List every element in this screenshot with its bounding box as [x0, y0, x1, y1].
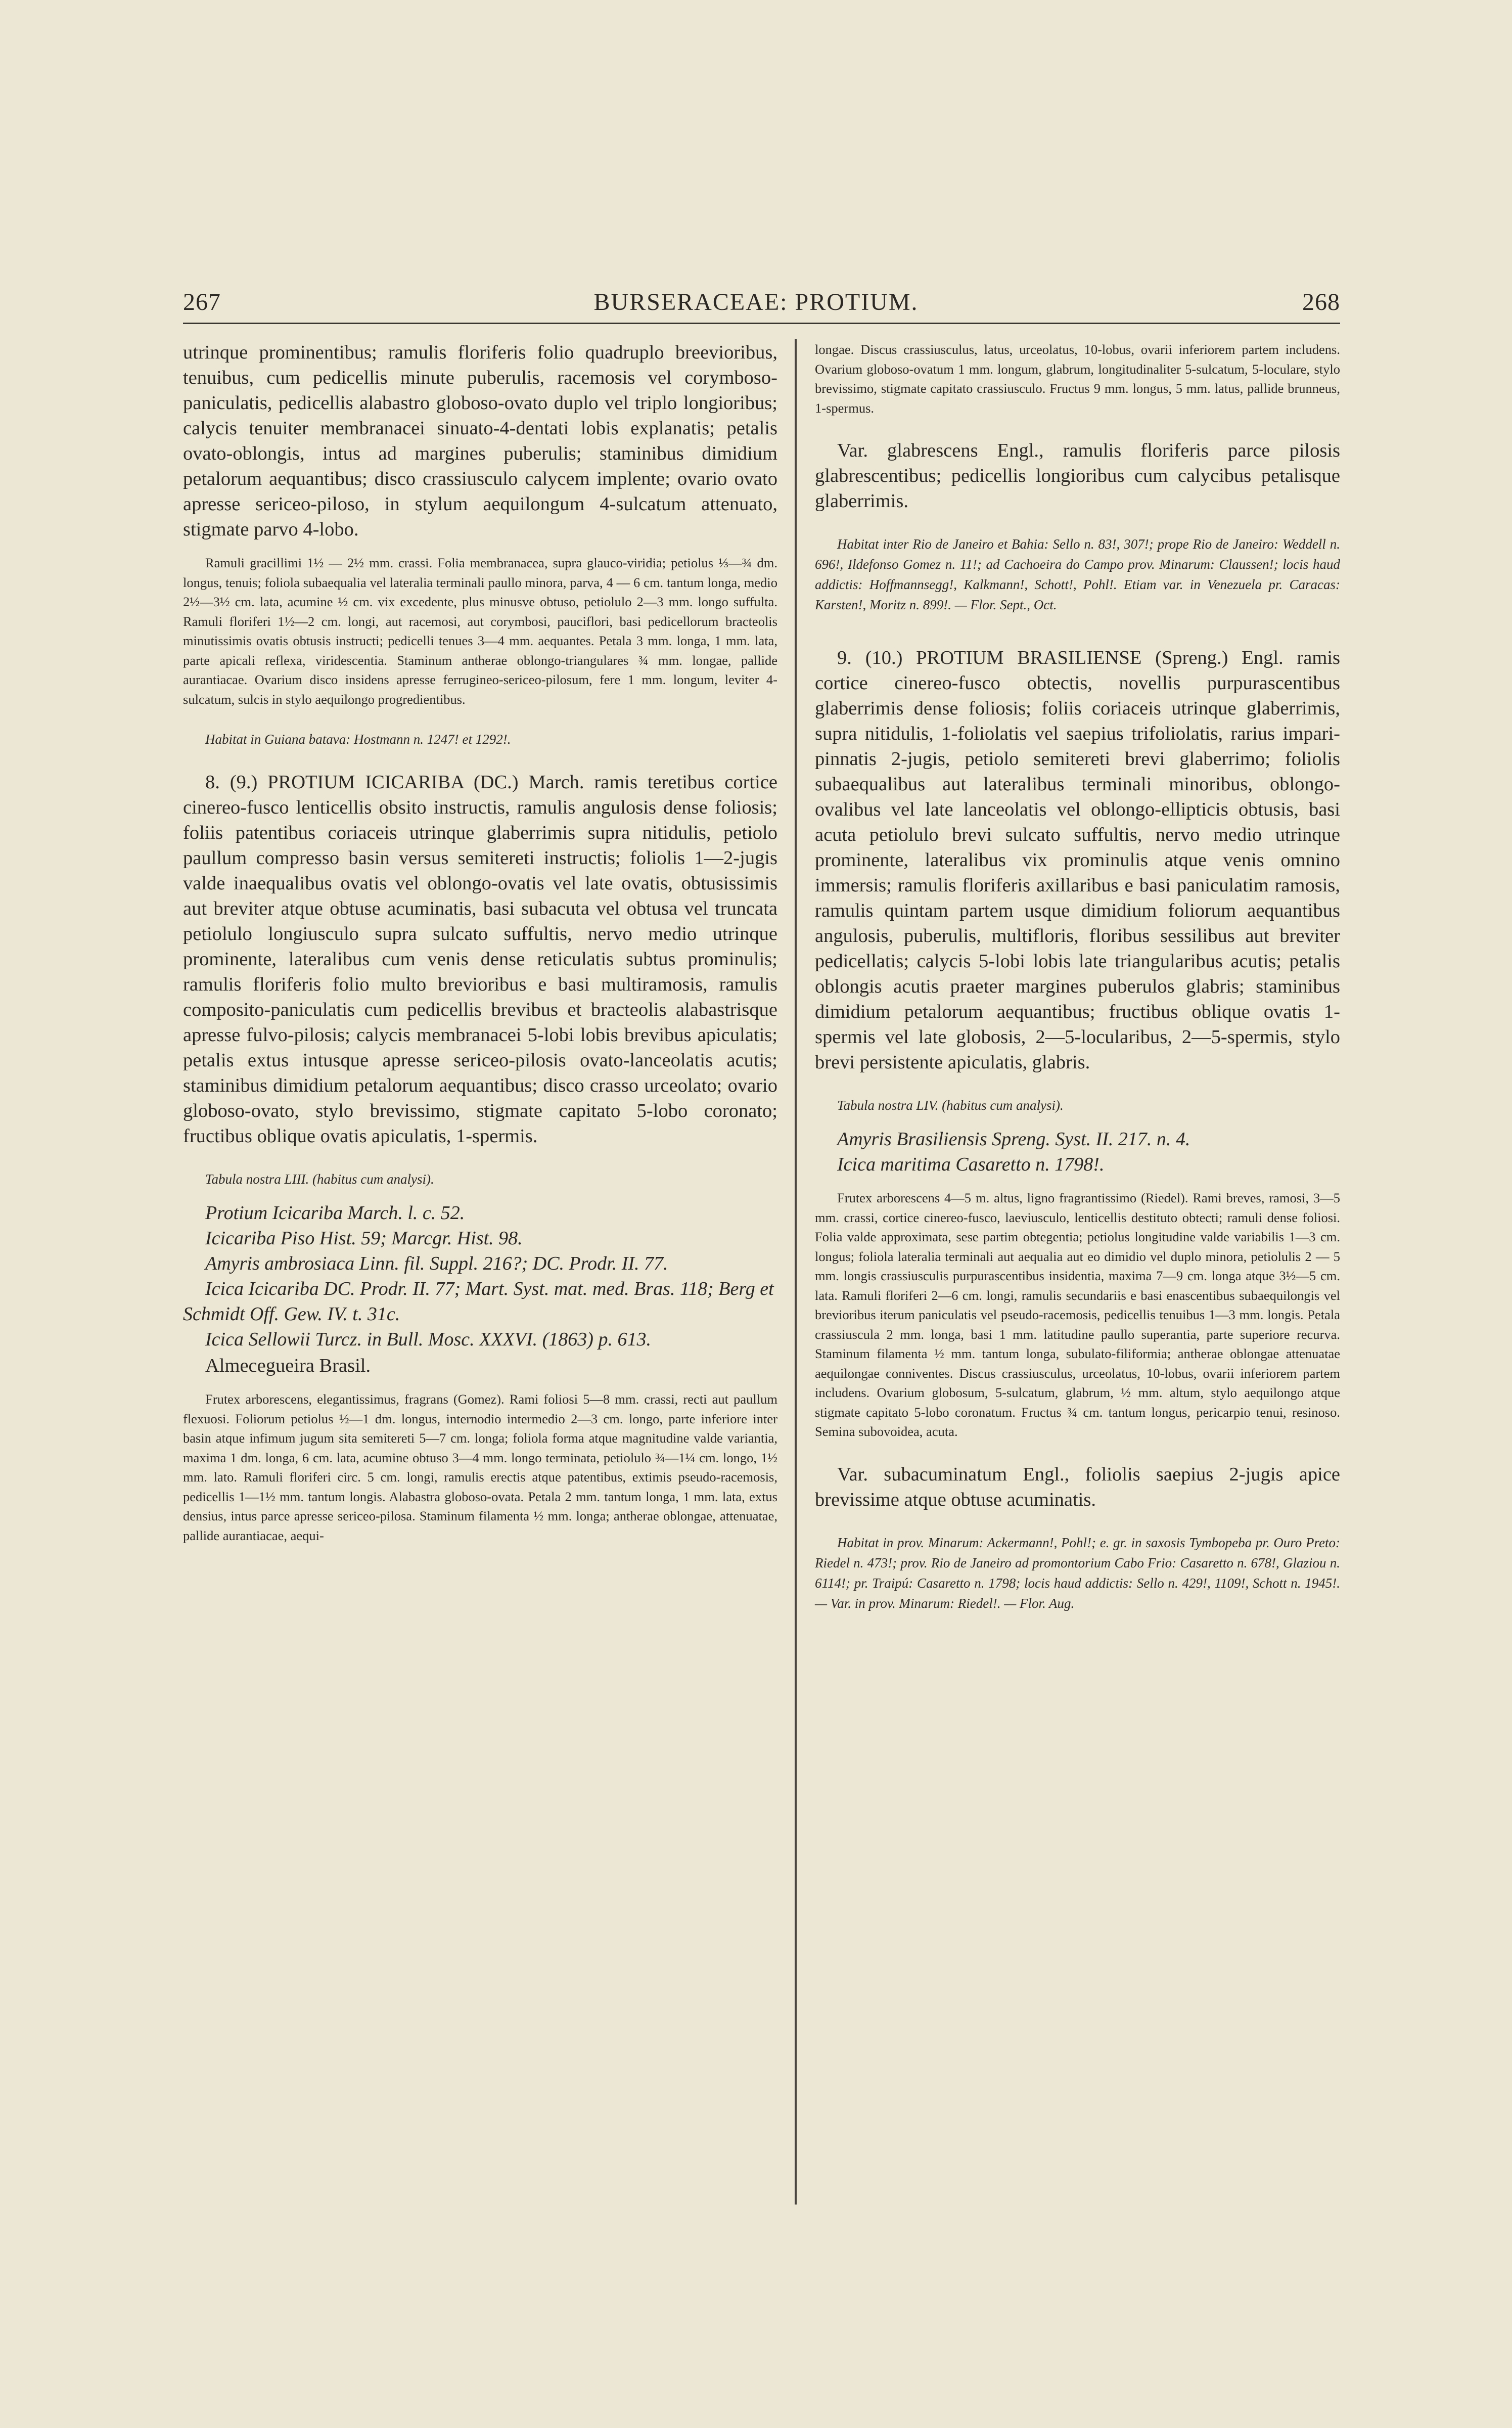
tabula-54: Tabula nostra LIV. (habitus cum analysi).	[837, 1098, 1064, 1113]
detail-description-3: Frutex arborescens 4—5 m. altus, ligno fragrantissimo (Riedel). Rami breves, ramosi, 3—5 mm. crassi, cortice cinereo-fusco, laeviusculo, lenticellis destituto obtecti; ramuli dense foliosi. Folia valde approximata, sese partim obtegentia; petiolus longitudine valde variabilis 1—3 cm. longus; foliola lateralia terminali aut aequalia aut eo dimidio vel duplo minora, petiolulis 2 — 5 mm. longis crassiusculis purpurascentibus insidentia, maxima 7—9 cm. longa atque 3½—5 cm. lata. Ramuli floriferi 2—6 cm. longi, ramulis secundariis e basi enascentibus subaequilongis vel brevioribus iterum paniculatis vel pseudo-racemosis, pedicellis tenuibus 1—3 mm. longis. Petala crassiuscula 2 mm. longa, basi 1 mm. latitudine paullo superantia, parte superiore recurva. Staminum filamenta ½ mm. tantum longa, subulato-filiformia; antherae oblongae attenuatae aequilongae conniventes. Discus crassiusculus, urceolatus, 10-lobus, ovarii inferiorem partem includens. Ovarium globosum, 5-sulcatum, glabrum, ½ mm. altum, stylo aequilongo atque stigmate capitato 5-lobo coronatum. Fructus ¾ cm. tantum longus, pericarpio tenui, resinoso. Semina subovoidea, acuta.	[815, 1190, 1340, 1439]
right-column	[815, 340, 1340, 1613]
detail-description-1: Ramuli gracillimi 1½ — 2½ mm. crassi. Folia membranacea, supra glauco-viridia; petiolus ⅓—¾ dm. longus, tenuis; foliola subaequalia vel lateralia terminali paullo minora, parva, 4 — 6 cm. tantum longa, medio 2½—3½ cm. lata, acumine ½ cm. vix excedente, plus minusve obtuso, petiolulo 2—3 mm. longo suffulta. Ramuli floriferi 1½—2 cm. longi, aut racemosi, aut corymbosi, pauciflori, basi pedicellorum bracteolis minutissimis ovatis obtusis instructi; pedicelli tenues 3—4 mm. aequantes. Petala 3 mm. longa, 1 mm. lata, parte apicali reflexa, viridescentia. Staminum antherae oblongo-triangulares ¾ mm. longae, pallide aurantiacae. Ovarium disco insidens apresse ferrugineo-sericeo-pilosum, fere 1 mm. longum, leviter 4-sulcatum, sulcis in stylo aequilongo progredientibus.	[183, 555, 777, 707]
species-9-diagnosis: 9. (10.) PROTIUM BRASILIENSE (Spreng.) Engl. ramis cortice cinereo-fusco obtectis, novellis purpurascentibus glaberrimis dense foliosis; foliis coriaceis utrinque glaberrimis, supra nitidulis, 1-foliolatis vel saepius trifoliolatis, rarius impari-pinnatis 2-jugis, petiolo semitereti brevi glaberrimo; foliolis subaequalibus aut lateralibus terminali minoribus, oblongo-ovalibus vel late lanceolatis vel oblongo-ellipticis obtusis, basi acuta petiolulo brevi sulcato suffultis, nervo medio utrinque prominente, lateralibus vix prominulis atque venis omnino immersis; ramulis floriferis axillaribus e basi paniculatim ramosis, ramulis quintam partem usque dimidium foliorum aequantibus angulosis, puberulis, multifloris, floribus sessilibus aut breviter pedicellatis; calycis 5-lobi lobis late triangularibus acutis; petalis oblongis acutis praeter margines puberulos glabris; staminibus dimidium petalorum aequantibus; fructibus oblique ovatis 1-spermis vel late globosis, 2—5-locularibus, 2—5-spermis, stylo brevi persistente apiculatis, glabris.	[815, 647, 1340, 1073]
column-divider	[795, 339, 797, 2205]
synonym-line: Amyris Brasiliensis Spreng. Syst. II. 217. n. 4.	[837, 1129, 1190, 1150]
variety-subacuminatum: Var. subacuminatum Engl., foliolis saepius 2-jugis apice brevissime atque obtuse acuminatis.	[815, 1463, 1340, 1510]
species-8-diagnosis: 8. (9.) PROTIUM ICICARIBA (DC.) March. ramis teretibus cortice cinereo-fusco lenticellis obsito instructis, ramulis angulosis dense foliosis; foliis patentibus coriaceis utrinque glaberrimis supra nitidulis, petiolo paullum compresso basin versus semitereti instructis; foliolis 1—2-jugis valde inaequalibus ovatis vel oblongo-ovatis vel late ovatis, obtusissimis aut breviter atque obtuse acuminatis, basi subacuta vel obtusa vel truncata petiolulo longiusculo supra sulcato suffultis, nervo medio utrinque prominente, lateralibus cum venis dense reticulatis subtus prominulis; ramulis floriferis folio multo brevioribus e basi multiramosis, ramulis composito-paniculatis cum pedicellis brevibus et bracteolis alabastrisque apresse fulvo-pilosis; calycis membranacei 5-lobi lobis brevibus apiculatis; petalis extus intusque apresse sericeo-pilosis ovato-lanceolatis acutis; staminibus dimidium petalorum aequantibus; disco crasso urceolato; ovario globoso-ovato, stylo brevissimo, stigmate capitato 5-lobo coronato; fructibus oblique ovatis apiculatis, 1-spermis.	[183, 772, 777, 1147]
habitat-2: Habitat inter Rio de Janeiro et Bahia: Sello n. 83!, 307!; prope Rio de Janeiro: Weddell n. 696!, Ildefonso Gomez n. 11!; ad Cachoeira do Campo prov. Minarum: Claussen!; locis haud addictis: Hoffmannsegg!, Kalkmann!, Schott!, Pohl!. Etiam var. in Venezuela pr. Caracas: Karsten!, Moritz n. 899!. — Flor. Sept., Oct.	[815, 536, 1340, 612]
detail-description-1-continued: longae. Discus crassiusculus, latus, urceolatus, 10-lobus, ovarii inferiorem partem includens. Ovarium globoso-ovatum 1 mm. longum, glabrum, longitudinaliter 5-sulcatum, 5-loculare, stylo brevissimo, stigmate capitato crassiusculo. Fructus 9 mm. longus, 5 mm. latus, pallide brunneus, 1-spermus.	[815, 342, 1340, 416]
vernacular-name: Almecegueira Brasil.	[205, 1355, 371, 1376]
synonym-line: Amyris ambrosiaca Linn. fil. Suppl. 216?; DC. Prodr. II. 77.	[205, 1253, 668, 1274]
synonym-line: Icica maritima Casaretto n. 1798!.	[837, 1154, 1105, 1175]
synonym-line: Icica Icicariba DC. Prodr. II. 77; Mart. Syst. mat. med. Bras. 118; Berg et Schmidt Off. Gew. IV. t. 31c.	[183, 1278, 774, 1325]
synonym-line: Protium Icicariba March. l. c. 52.	[205, 1202, 465, 1224]
tabula-53: Tabula nostra LIII. (habitus cum analysi).	[205, 1172, 434, 1187]
synonym-line: Icicariba Piso Hist. 59; Marcgr. Hist. 98.	[205, 1228, 523, 1249]
habitat-1: Habitat in Guiana batava: Hostmann n. 1247! et 1292!.	[205, 732, 511, 747]
detail-description-2: Frutex arborescens, elegantissimus, fragrans (Gomez). Rami foliosi 5—8 mm. crassi, recti aut paullum flexuosi. Foliorum petiolus ½—1 dm. longus, internodio intermedio 2—3 cm. longo, parte inferiore inter basin atque infimum jugum sita semitereti 5—7 cm. longa; foliola forma atque magnitudine valde variantia, maxima 1 dm. longa, 6 cm. lata, acumine obtuso 3—4 mm. longo terminata, petiolulo ¾—1¼ cm. longo, 1½ mm. lato. Ramuli floriferi circ. 5 cm. longi, ramulis erectis atque patentibus, extimis pseudo-racemosis, pedicellis 1—1½ mm. tantum longis. Alabastra globoso-ovata. Petala 2 mm. tantum longa, 1 mm. lata, extus densius, intus parce apresse sericeo-pilosa. Staminum filamenta ½ mm. longa; antherae oblongae, attenuatae, pallide aurantiacae, aequi-	[183, 1391, 777, 1543]
page-number-right: 268	[1302, 289, 1340, 316]
habitat-3: Habitat in prov. Minarum: Ackermann!, Pohl!; e. gr. in saxosis Tymbopeba pr. Ouro Preto: Riedel n. 473!; prov. Rio de Janeiro ad promontorium Cabo Frio: Casaretto n. 678!, Glaziou n. 6114!; pr. Traipú: Casaretto n. 1798; locis haud addictis: Sello n. 429!, 1109!, Schott n. 1945!. — Var. in prov. Minarum: Riedel!. — Flor. Aug.	[815, 1535, 1340, 1611]
header-rule	[183, 323, 1340, 324]
running-title: BURSERACEAE: PROTIUM.	[593, 289, 919, 316]
page-number-left: 267	[183, 289, 221, 316]
synonym-line: Icica Sellowii Turcz. in Bull. Mosc. XXXVI. (1863) p. 613.	[205, 1329, 651, 1350]
left-column	[183, 340, 777, 1545]
description-continued: utrinque prominentibus; ramulis floriferis folio quadruplo breevioribus, tenuibus, cum pedicellis minute puberulis, racemosis vel corymboso-paniculatis, pedicellis alabastro globoso-ovato duplo vel triplo longioribus; calycis tenuiter membranacei sinuato-4-dentati lobis explanatis; petalis ovato-oblongis, intus ad margines puberulis; staminibus dimidium petalorum aequantibus; disco crassiusculo calycem implente; ovario ovato apresse sericeo-piloso, in stylum aequilongum 4-sulcatum attenuato, stigmate parvo 4-lobo.	[183, 342, 777, 540]
variety-glabrescens: Var. glabrescens Engl., ramulis floriferis parce pilosis glabrescentibus; pedicellis longioribus cum calycibus petalisque glaberrimis.	[815, 440, 1340, 512]
